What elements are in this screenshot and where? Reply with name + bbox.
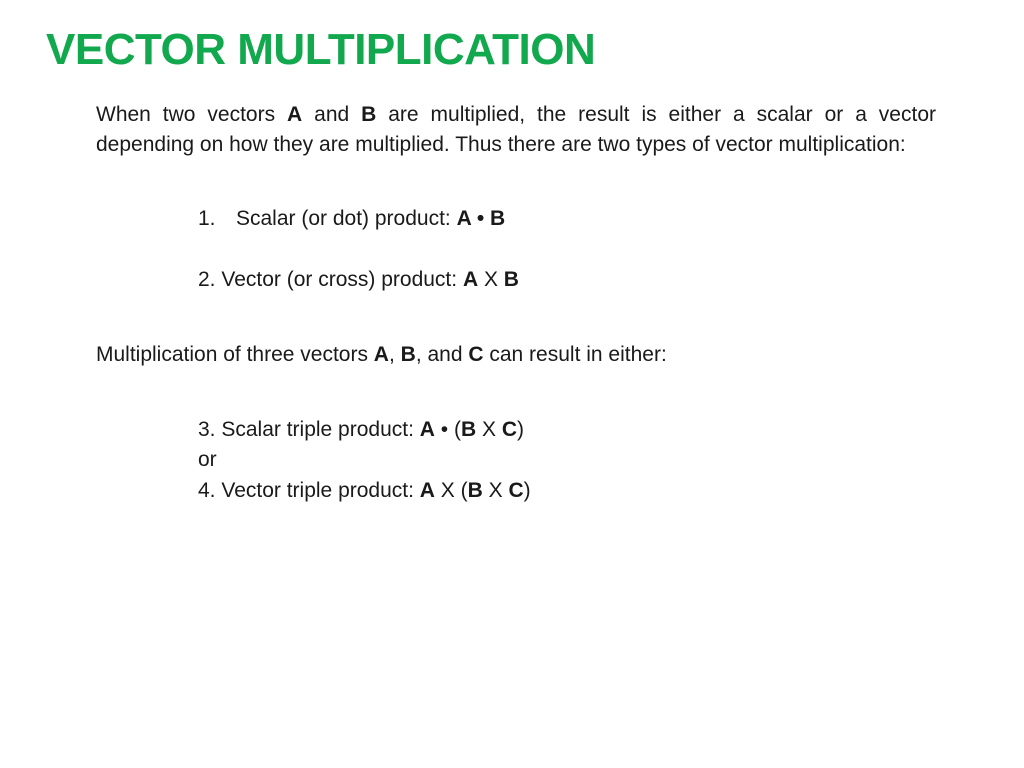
- slide-title: VECTOR MULTIPLICATION: [46, 25, 596, 74]
- vector-b: B: [400, 343, 416, 366]
- item-label: 4. Vector triple product:: [198, 479, 420, 502]
- vector-c: C: [508, 479, 524, 502]
- list-item-scalar-triple-product: [198, 415, 524, 445]
- close-paren: ): [523, 479, 531, 502]
- vector-b: B: [467, 479, 483, 502]
- list-item-scalar-product: [198, 204, 505, 234]
- operator: X: [478, 268, 504, 291]
- item-label: Scalar (or dot) product:: [236, 207, 457, 230]
- three-vectors-paragraph: [96, 340, 667, 370]
- item-expression: A • B: [456, 207, 506, 230]
- operator: X (: [434, 479, 468, 502]
- vector-a: A: [462, 268, 479, 291]
- list-item-vector-product: [198, 265, 519, 295]
- text: , and: [415, 343, 469, 366]
- close-paren: ): [517, 418, 524, 441]
- vector-a: A: [373, 343, 389, 366]
- intro-text-3: are multiplied, the result is either a scalar or a vector depending on how they are multiplied. Thus there are two types of vector multiplication:: [96, 103, 936, 156]
- text: ,: [388, 343, 401, 366]
- or-text: or: [198, 448, 217, 471]
- vector-b: B: [460, 418, 477, 441]
- item-label: 3. Scalar triple product:: [198, 418, 420, 441]
- operator: X: [476, 418, 502, 441]
- vector-c: C: [468, 343, 484, 366]
- vector-b: B: [503, 268, 519, 291]
- intro-text-2: and: [302, 103, 362, 126]
- item-number: 1.: [198, 207, 216, 230]
- vector-a: A: [287, 103, 303, 126]
- vector-a: A: [419, 418, 435, 441]
- vector-b: B: [361, 103, 377, 126]
- item-label: 2. Vector (or cross) product:: [198, 268, 463, 291]
- intro-text-1: When two vectors: [96, 103, 288, 126]
- operator: X: [482, 479, 509, 502]
- vector-c: C: [501, 418, 517, 441]
- operator: • (: [434, 418, 461, 441]
- intro-paragraph: [96, 100, 936, 160]
- text: Multiplication of three vectors: [96, 343, 374, 366]
- list-item-vector-triple-product: [198, 476, 531, 506]
- text: can result in either:: [483, 343, 667, 366]
- vector-a: A: [419, 479, 435, 502]
